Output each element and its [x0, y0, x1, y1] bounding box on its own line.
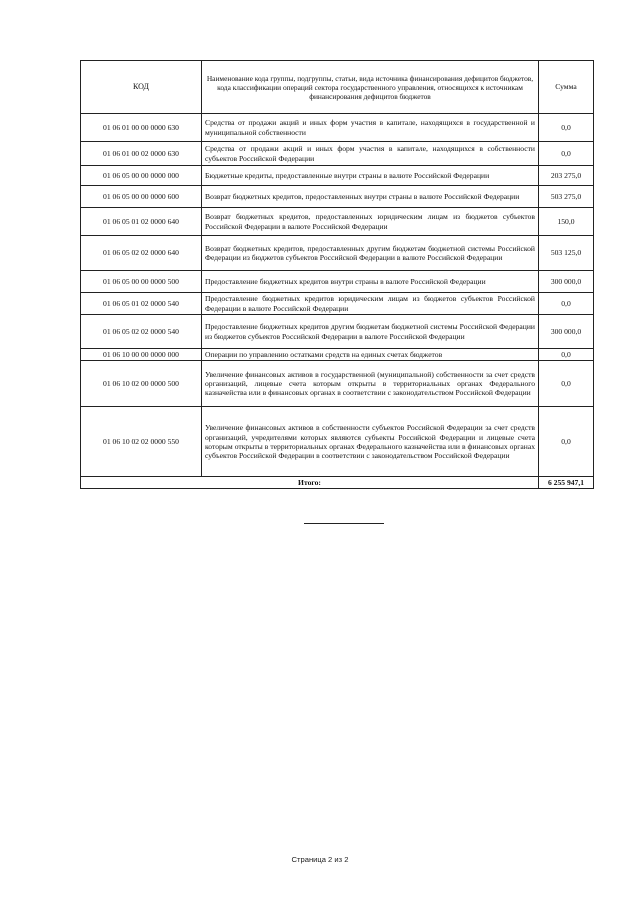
table-row	[81, 208, 594, 236]
row-sum: 0,0	[539, 407, 594, 477]
table-row	[81, 407, 594, 477]
total-sum: 6 255 947,1	[539, 477, 594, 489]
row-sum: 0,0	[539, 142, 594, 166]
row-code: 01 06 10 02 02 0000 550	[81, 407, 202, 477]
document-sheet	[80, 60, 593, 489]
table-row	[81, 361, 594, 407]
table-row	[81, 114, 594, 142]
row-name: Средства от продажи акций и иных форм участия в капитале, находящихся в собственности субъектов Российской Федерации	[202, 142, 539, 166]
row-code: 01 06 05 01 02 0000 640	[81, 208, 202, 236]
row-name: Предоставление бюджетных кредитов внутри страны в валюте Российской Федерации	[202, 271, 539, 293]
row-name: Операции по управлению остатками средств на единых счетах бюджетов	[202, 349, 539, 361]
row-code: 01 06 05 00 00 0000 600	[81, 186, 202, 208]
header-sum: Сумма	[539, 61, 594, 114]
row-code: 01 06 01 00 02 0000 630	[81, 142, 202, 166]
header-code: КОД	[81, 61, 202, 114]
total-row	[81, 477, 594, 489]
row-name: Возврат бюджетных кредитов, предоставленных другим бюджетам бюджетной системы Российской Федерации из бюджетов субъектов Российской Федерации в валюте Российской Федерации	[202, 236, 539, 271]
row-code: 01 06 05 00 00 0000 500	[81, 271, 202, 293]
row-code: 01 06 05 02 02 0000 640	[81, 236, 202, 271]
table-row	[81, 142, 594, 166]
row-sum: 300 000,0	[539, 315, 594, 349]
page-number: Страница 2 из 2	[291, 855, 349, 864]
row-code: 01 06 10 02 00 0000 500	[81, 361, 202, 407]
end-of-document-rule	[304, 523, 384, 524]
header-name: Наименование кода группы, подгруппы, статьи, вида источника финансирования дефицитов бюджетов, кода классификации операций сектора государственного управления, относящихся к источникам финансирования дефицитов бюджетов	[202, 61, 539, 114]
table-row	[81, 271, 594, 293]
row-sum: 0,0	[539, 293, 594, 315]
row-sum: 503 275,0	[539, 186, 594, 208]
row-sum: 0,0	[539, 114, 594, 142]
row-name: Увеличение финансовых активов в собственности субъектов Российской Федерации за счет средств организаций, учредителями которых являются субъекты Российской Федерации и лицевые счета которым открыты в территориальных органах Федерального казначейства или в финансовых органах субъектов Российской Федерации в соответствии с законодательством Российской Федерации	[202, 407, 539, 477]
row-code: 01 06 05 01 02 0000 540	[81, 293, 202, 315]
row-sum: 150,0	[539, 208, 594, 236]
table-row	[81, 236, 594, 271]
table-header-row	[81, 61, 594, 114]
row-code: 01 06 10 00 00 0000 000	[81, 349, 202, 361]
table-row	[81, 186, 594, 208]
row-sum: 503 125,0	[539, 236, 594, 271]
row-sum: 203 275,0	[539, 166, 594, 186]
row-code: 01 06 01 00 00 0000 630	[81, 114, 202, 142]
row-sum: 300 000,0	[539, 271, 594, 293]
row-name: Возврат бюджетных кредитов, предоставленных внутри страны в валюте Российской Федерации	[202, 186, 539, 208]
row-name: Предоставление бюджетных кредитов другим бюджетам бюджетной системы Российской Федерации из бюджетов субъектов Российской Федерации в валюте Российской Федерации	[202, 315, 539, 349]
row-name: Бюджетные кредиты, предоставленные внутри страны в валюте Российской Федерации	[202, 166, 539, 186]
sources-table	[80, 60, 594, 489]
table-row	[81, 349, 594, 361]
total-label: Итого:	[81, 477, 539, 489]
row-code: 01 06 05 00 00 0000 000	[81, 166, 202, 186]
table-row	[81, 166, 594, 186]
row-code: 01 06 05 02 02 0000 540	[81, 315, 202, 349]
table-row	[81, 315, 594, 349]
row-sum: 0,0	[539, 361, 594, 407]
row-name: Предоставление бюджетных кредитов юридическим лицам из бюджетов субъектов Российской Федерации в валюте Российской Федерации	[202, 293, 539, 315]
row-name: Средства от продажи акций и иных форм участия в капитале, находящихся в государственной и муниципальной собственности	[202, 114, 539, 142]
row-name: Увеличение финансовых активов в государственной (муниципальной) собственности за счет средств организаций, лицевые счета которым открыты в территориальных органах Федерального казначейства или в финансовых органах в соответствии с законодательством Российской Федерации	[202, 361, 539, 407]
row-name: Возврат бюджетных кредитов, предоставленных юридическим лицам из бюджетов субъектов Российской Федерации в валюте Российской Федерации	[202, 208, 539, 236]
table-row	[81, 293, 594, 315]
row-sum: 0,0	[539, 349, 594, 361]
